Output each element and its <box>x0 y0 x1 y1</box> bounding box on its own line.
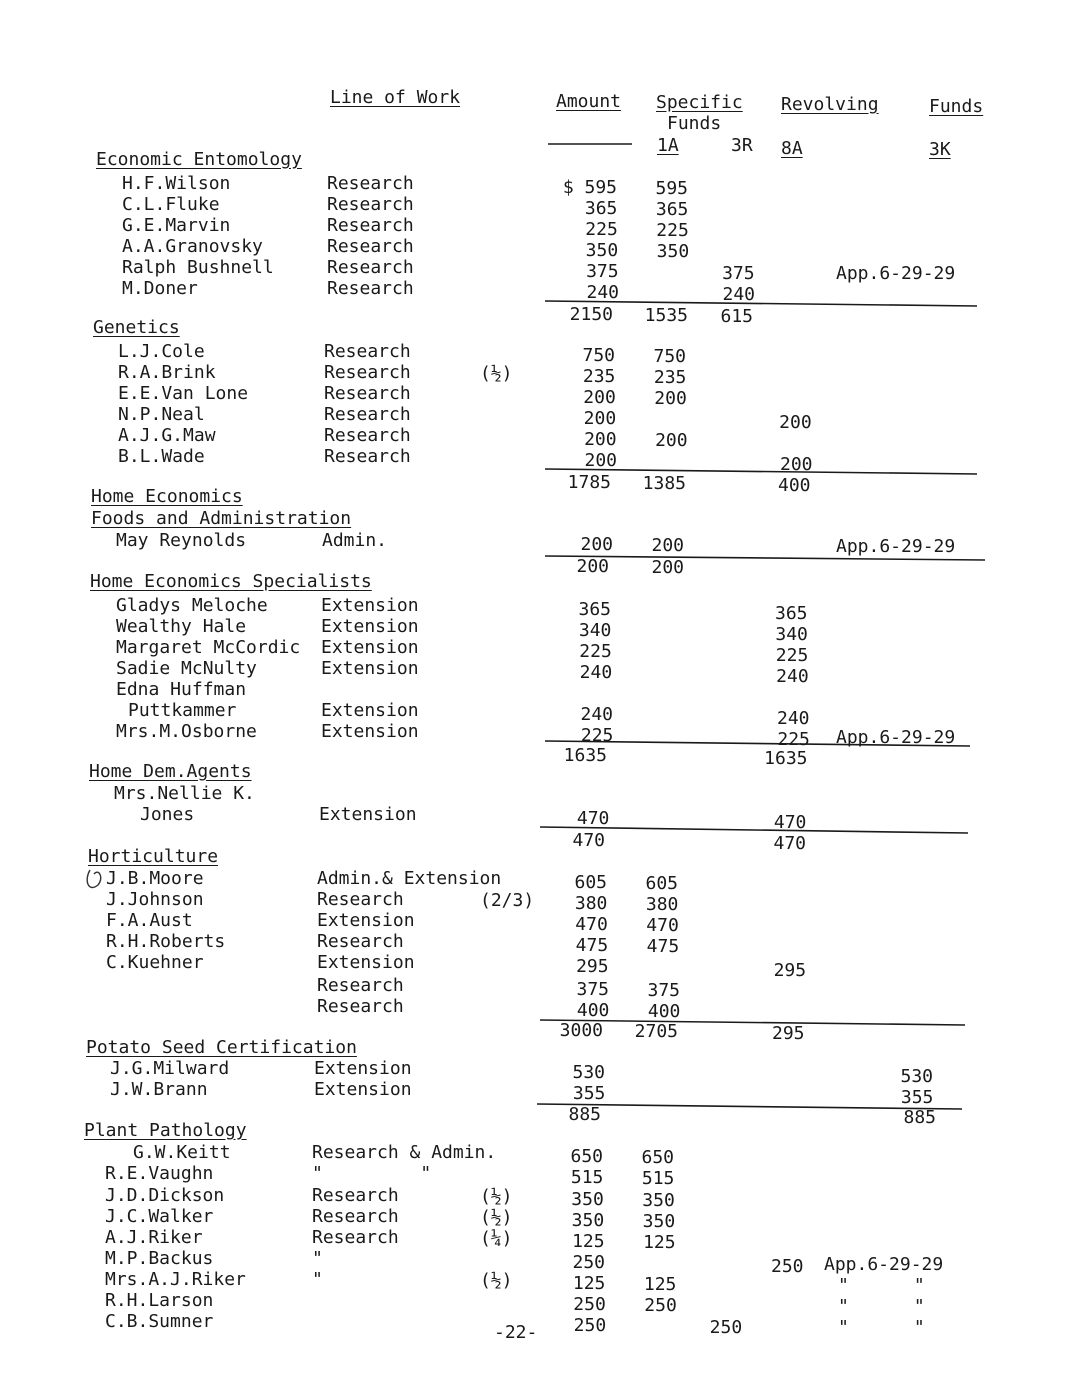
line-of-work: Research & Admin. <box>312 1142 497 1163</box>
header-code-3k: 3K <box>929 139 951 160</box>
fund-8a-value: 470 <box>773 812 807 833</box>
amount-value: 225 <box>579 641 612 662</box>
amount-value: 340 <box>578 620 612 641</box>
employee-name: Mrs.M.Osborne <box>116 721 257 742</box>
employee-name: E.E.Van Lone <box>118 383 249 404</box>
time-fraction: (½) <box>480 1207 513 1228</box>
section-heading: Horticulture <box>88 846 219 867</box>
line-of-work: Admin. <box>322 530 388 551</box>
line-of-work: Research <box>312 1206 399 1227</box>
line-of-work: " " <box>312 1163 432 1184</box>
fund-1a-value: 235 <box>653 367 687 388</box>
section-total-amount: 1785 <box>567 472 611 493</box>
fund-8a-value: 225 <box>777 729 810 750</box>
employee-name: J.Johnson <box>106 889 204 910</box>
line-of-work: " <box>312 1248 323 1269</box>
employee-name: M.P.Backus <box>105 1248 214 1269</box>
fund-1a-value: 125 <box>643 1274 677 1295</box>
section-total-8a: 1635 <box>764 748 808 769</box>
approval-note: App.6-29-29 <box>836 727 956 748</box>
employee-name: R.E.Vaughn <box>105 1163 214 1184</box>
time-fraction: (½) <box>480 1270 513 1291</box>
employee-name: Wealthy Hale <box>116 616 247 637</box>
line-of-work: Research <box>324 404 411 425</box>
fund-8a-value: 250 <box>770 1256 804 1277</box>
header-code-1a: 1A <box>657 135 679 156</box>
section-total-8a: 400 <box>777 475 811 496</box>
total-rule-home-dem <box>540 827 968 833</box>
line-of-work: Research <box>327 257 414 278</box>
section-heading: Economic Entomology <box>96 149 302 170</box>
fund-1a-value: 750 <box>653 346 686 367</box>
employee-name: A.A.Granovsky <box>122 236 263 257</box>
time-fraction: (2/3) <box>480 890 535 911</box>
approval-note: " " <box>838 1317 925 1338</box>
amount-value: 475 <box>575 935 609 956</box>
fund-1a-value: 350 <box>642 1190 675 1211</box>
line-of-work: Extension <box>314 1079 412 1100</box>
time-fraction: (¼) <box>480 1228 513 1249</box>
employee-name: J.C.Walker <box>105 1206 214 1227</box>
employee-name: C.B.Sumner <box>105 1311 214 1332</box>
employee-name: M.Doner <box>122 278 198 299</box>
employee-name: J.W.Brann <box>110 1079 208 1100</box>
employee-name: R.H.Larson <box>105 1290 214 1311</box>
approval-note: " " <box>838 1275 925 1296</box>
section-heading: Home Dem.Agents <box>89 761 252 782</box>
line-of-work: Extension <box>321 721 419 742</box>
section-total-1a: 1535 <box>644 305 688 326</box>
fund-1a-value: 515 <box>641 1168 675 1189</box>
approval-note: App.6-29-29 <box>836 263 956 284</box>
section-total-8a: 470 <box>773 833 806 854</box>
amount-value: $ 595 <box>562 177 617 198</box>
amount-value: 470 <box>576 808 610 829</box>
section-total-amount: 200 <box>576 556 609 577</box>
fund-1a-value: 200 <box>655 430 688 451</box>
fund-3r-value: 250 <box>709 1317 743 1338</box>
fund-1a-value: 350 <box>656 241 690 262</box>
amount-value: 350 <box>571 1210 605 1231</box>
line-of-work: Research <box>312 1185 399 1206</box>
header-funds-right: Funds <box>929 96 984 117</box>
section-heading: Potato Seed Certification <box>86 1037 357 1058</box>
line-of-work: Extension <box>317 952 415 973</box>
line-of-work: " <box>312 1269 323 1290</box>
employee-name: Ralph Bushnell <box>122 257 274 278</box>
line-of-work: Research <box>327 236 414 257</box>
employee-name: J.D.Dickson <box>105 1185 225 1206</box>
amount-value: 240 <box>586 282 619 303</box>
total-rule-entomology <box>545 301 977 306</box>
line-of-work: Research <box>324 383 411 404</box>
employee-name: Puttkammer <box>128 700 237 721</box>
line-of-work: Research <box>324 446 411 467</box>
total-rule-horticulture <box>540 1020 965 1025</box>
total-rule-home-economics <box>545 556 985 560</box>
amount-value: 750 <box>582 345 615 366</box>
fund-8a-value: 365 <box>774 603 808 624</box>
amount-value: 240 <box>580 704 613 725</box>
employee-name: Jones <box>140 804 195 825</box>
fund-3r-value: 375 <box>722 263 755 284</box>
amount-value: 355 <box>572 1083 606 1104</box>
fund-1a-value: 250 <box>644 1295 677 1316</box>
employee-name: Edna Huffman <box>116 679 247 700</box>
approval-note: App.6-29-29 <box>824 1254 944 1275</box>
section-total-amount: 470 <box>572 830 605 851</box>
fund-1a-value: 200 <box>651 535 684 556</box>
fund-1a-value: 375 <box>647 980 680 1001</box>
section-total-amount: 2150 <box>569 304 613 325</box>
section-total-amount: 1635 <box>563 745 607 766</box>
employee-name: R.A.Brink <box>118 362 216 383</box>
fund-1a-value: 350 <box>642 1211 676 1232</box>
fund-1a-value: 595 <box>655 178 688 199</box>
employee-name: B.L.Wade <box>118 446 205 467</box>
amount-value: 515 <box>570 1167 604 1188</box>
total-rule-potato <box>537 1104 962 1109</box>
employee-name: A.J.G.Maw <box>118 425 216 446</box>
amount-value: 650 <box>570 1146 603 1167</box>
section-heading: Genetics <box>93 317 180 338</box>
employee-name: F.A.Aust <box>106 910 193 931</box>
line-of-work: Extension <box>321 637 419 658</box>
line-of-work: Research <box>317 889 404 910</box>
amount-value: 200 <box>583 387 616 408</box>
time-fraction: (½) <box>480 1186 513 1207</box>
amount-value: 200 <box>584 429 617 450</box>
line-of-work: Extension <box>317 910 415 931</box>
amount-value: 350 <box>571 1189 604 1210</box>
employee-name: Mrs.Nellie K. <box>114 783 255 804</box>
total-rule-specialists <box>545 741 970 746</box>
fund-8a-value: 240 <box>776 708 810 729</box>
fund-8a-value: 340 <box>775 624 808 645</box>
line-of-work: Admin.& Extension <box>317 868 502 889</box>
header-revolving: Revolving <box>781 94 879 115</box>
amount-value: 225 <box>585 219 618 240</box>
time-fraction: (½) <box>480 363 513 384</box>
employee-name: Mrs.A.J.Riker <box>105 1269 246 1290</box>
employee-name: C.L.Fluke <box>122 194 220 215</box>
fund-3k-value: 530 <box>900 1066 933 1087</box>
amount-value: 250 <box>573 1294 606 1315</box>
fund-8a-value: 225 <box>775 645 809 666</box>
handwritten-mark-icon <box>87 870 101 887</box>
section-total-1a: 200 <box>651 557 684 578</box>
employee-name: Gladys Meloche <box>116 595 268 616</box>
line-of-work: Research <box>317 931 404 952</box>
fund-1a-value: 225 <box>656 220 689 241</box>
fund-1a-value: 125 <box>643 1232 676 1253</box>
line-of-work: Extension <box>319 804 417 825</box>
section-heading: Foods and Administration <box>91 508 352 529</box>
line-of-work: Extension <box>314 1058 412 1079</box>
employee-name: J.B.Moore <box>106 868 204 889</box>
line-of-work: Research <box>317 975 404 996</box>
section-heading: Home Economics <box>91 486 243 507</box>
amount-value: 365 <box>584 198 618 219</box>
amount-value: 250 <box>573 1315 607 1336</box>
section-total-1a: 2705 <box>634 1021 678 1042</box>
fund-8a-value: 295 <box>773 960 807 981</box>
header-specific: Specific <box>656 92 743 113</box>
employee-name: L.J.Cole <box>118 341 205 362</box>
amount-value: 125 <box>572 1231 605 1252</box>
employee-name: N.P.Neal <box>118 404 205 425</box>
header-code-3r: 3R <box>731 135 753 156</box>
section-total-3r: 615 <box>720 306 753 327</box>
approval-note: App.6-29-29 <box>836 536 956 557</box>
section-total-3k: 885 <box>903 1107 936 1128</box>
line-of-work: Research <box>324 425 411 446</box>
line-of-work: Research <box>312 1227 399 1248</box>
fund-3k-value: 355 <box>900 1087 934 1108</box>
line-of-work: Extension <box>321 595 419 616</box>
amount-value: 200 <box>580 534 613 555</box>
fund-8a-value: 200 <box>779 412 812 433</box>
amount-value: 200 <box>584 450 617 471</box>
amount-value: 200 <box>583 408 617 429</box>
amount-value: 400 <box>576 1000 610 1021</box>
line-of-work: Research <box>327 194 414 215</box>
approval-note: " " <box>838 1296 925 1317</box>
line-of-work: Extension <box>321 616 419 637</box>
amount-value: 470 <box>575 914 608 935</box>
total-rule-genetics <box>545 469 977 474</box>
employee-name: R.H.Roberts <box>106 931 226 952</box>
section-heading: Plant Pathology <box>84 1120 247 1141</box>
amount-value: 250 <box>572 1252 605 1273</box>
employee-name: C.Kuehner <box>106 952 204 973</box>
employee-name: A.J.Riker <box>105 1227 203 1248</box>
amount-value: 605 <box>574 872 607 893</box>
amount-value: 365 <box>578 599 611 620</box>
amount-value: 350 <box>585 240 619 261</box>
employee-name: G.W.Keitt <box>133 1142 231 1163</box>
section-total-amount: 3000 <box>559 1020 603 1041</box>
fund-1a-value: 650 <box>641 1147 674 1168</box>
fund-8a-value: 200 <box>779 454 813 475</box>
section-total-1a: 1385 <box>642 473 686 494</box>
line-of-work: Research <box>327 278 414 299</box>
line-of-work: Extension <box>321 700 419 721</box>
line-of-work: Research <box>327 173 414 194</box>
fund-3r-value: 240 <box>722 284 755 305</box>
fund-1a-value: 605 <box>645 873 678 894</box>
amount-value: 530 <box>572 1062 605 1083</box>
section-heading: Home Economics Specialists <box>90 571 372 592</box>
page-number: -22- <box>494 1322 538 1343</box>
amount-value: 235 <box>582 366 616 387</box>
amount-value: 375 <box>576 979 609 1000</box>
line-of-work: Research <box>324 341 411 362</box>
employee-name: H.F.Wilson <box>122 173 231 194</box>
amount-value: 375 <box>586 261 619 282</box>
employee-name: May Reynolds <box>116 530 247 551</box>
amount-value: 380 <box>574 893 608 914</box>
line-of-work: Extension <box>321 658 419 679</box>
amount-value: 125 <box>572 1273 606 1294</box>
fund-8a-value: 240 <box>776 666 809 687</box>
line-of-work: Research <box>327 215 414 236</box>
employee-name: J.G.Milward <box>110 1058 230 1079</box>
header-funds: Funds <box>667 113 722 134</box>
section-total-8a: 295 <box>771 1023 805 1044</box>
amount-value: 225 <box>580 725 614 746</box>
line-of-work: Research <box>324 362 411 383</box>
employee-name: Margaret McCordic <box>116 637 301 658</box>
amount-value: 240 <box>579 662 613 683</box>
header-amount: Amount <box>556 91 622 112</box>
fund-1a-value: 400 <box>647 1001 681 1022</box>
amount-value: 295 <box>576 956 609 977</box>
fund-1a-value: 200 <box>654 388 687 409</box>
fund-1a-value: 365 <box>655 199 689 220</box>
line-of-work: Research <box>317 996 404 1017</box>
employee-name: Sadie McNulty <box>116 658 257 679</box>
fund-1a-value: 380 <box>645 894 679 915</box>
employee-name: G.E.Marvin <box>122 215 231 236</box>
fund-1a-value: 470 <box>646 915 679 936</box>
section-total-amount: 885 <box>568 1104 601 1125</box>
header-code-8a: 8A <box>781 138 803 159</box>
fund-1a-value: 475 <box>646 936 680 957</box>
header-line-of-work: Line of Work <box>330 87 461 108</box>
